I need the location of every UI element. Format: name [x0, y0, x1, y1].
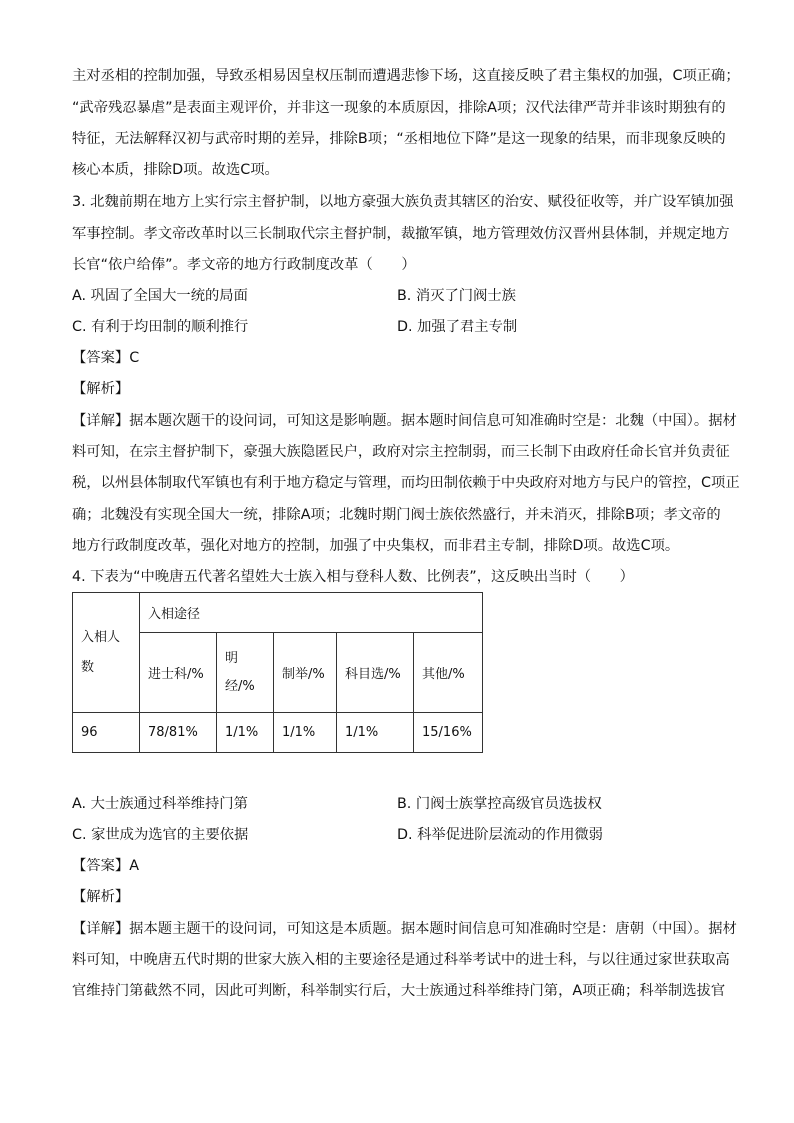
- table-col-header: 进士科/%: [140, 633, 217, 713]
- table-cell: 78/81%: [140, 713, 217, 753]
- detail-line: 料可知，中晚唐五代时期的世家大族入相的主要途径是通过科举考试中的进士科，与以往通过家世获取高: [72, 952, 730, 968]
- option-c: C. 有利于均田制的顺利推行: [72, 319, 249, 335]
- table-cell: 96: [73, 713, 140, 753]
- table-cell: 1/1%: [274, 713, 337, 753]
- table-row-header: [73, 593, 140, 713]
- text-line: 核心本质，排除D项。故选C项。: [72, 162, 279, 178]
- option-d: D. 加强了君主专制: [397, 319, 518, 335]
- table-cell: 1/1%: [337, 713, 414, 753]
- analysis-label: 【解析】: [72, 889, 130, 905]
- option-b: B. 消灭了门阀士族: [397, 288, 516, 304]
- table-cell: 15/16%: [414, 713, 483, 753]
- question-3-stem: 军事控制。孝文帝改革时以三长制取代宗主督护制，裁撤军镇，地方管理效仿汉晋州县体制，并规定地方: [72, 226, 730, 242]
- answer-label: 【答案】: [72, 858, 130, 874]
- data-table: [72, 592, 483, 753]
- detail-line: 【详解】据本题主题干的设问词，可知这是本质题。据本题时间信息可知准确时空是：唐朝（中国）。据材: [72, 921, 737, 937]
- row-header-text: 入相人数: [81, 629, 121, 675]
- text-line: “武帝残忍暴虐”是表面主观评价，并非这一现象的本质原因，排除A项；汉代法律严苛并非该时期独有的: [72, 100, 726, 116]
- answer-line: [72, 348, 139, 368]
- answer-value: C: [129, 350, 140, 366]
- detail-line: 【详解】据本题次题干的设问词，可知这是影响题。据本题时间信息可知准确时空是：北魏（中国）。据材: [72, 413, 737, 429]
- table-cell: 1/1%: [217, 713, 274, 753]
- table-col-header: 制举/%: [274, 633, 337, 713]
- text-line: 特征，无法解释汉初与武帝时期的差异，排除B项；“丞相地位下降”是这一现象的结果，而非现象反映的: [72, 131, 726, 147]
- option-b: B. 门阀士族掌控高级官员选拔权: [397, 796, 602, 812]
- question-4-stem: 4. 下表为“中晚唐五代著名望姓大士族入相与登科人数、比例表”，这反映出当时（ ）: [72, 569, 634, 585]
- table-group-header: 入相途径: [140, 593, 483, 633]
- answer-label: 【答案】: [72, 350, 130, 366]
- table-col-header: 明经/%: [217, 633, 274, 713]
- option-d: D. 科举促进阶层流动的作用微弱: [397, 827, 603, 843]
- detail-line: 税，以州县体制取代军镇也有利于地方稳定与管理，而均田制依赖于中央政府对地方与民户的管控，C项正: [72, 475, 740, 491]
- detail-line: 官维持门第截然不同，因此可判断，科举制实行后，大士族通过科举维持门第，A项正确；科举制选拔官: [72, 983, 726, 999]
- table-col-header: 其他/%: [414, 633, 483, 713]
- text-line: 主对丞相的控制加强，导致丞相易因皇权压制而遭遇悲惨下场，这直接反映了君主集权的加强，C项正确；: [72, 68, 740, 84]
- detail-line: 料可知，在宗主督护制下，豪强大族隐匿民户，政府对宗主控制弱，而三长制下由政府任命长官并负责征: [72, 444, 730, 460]
- detail-line: 地方行政制度改革，强化对地方的控制，加强了中央集权，而非君主专制，排除D项。故选C项。: [72, 538, 680, 554]
- option-c: C. 家世成为选官的主要依据: [72, 827, 249, 843]
- question-3-stem: 长官“依户给俸”。孝文帝的地方行政制度改革（ ）: [72, 257, 416, 273]
- table-col-header: 科目选/%: [337, 633, 414, 713]
- analysis-label: 【解析】: [72, 381, 130, 397]
- option-a: A. 巩固了全国大一统的局面: [72, 288, 248, 304]
- detail-line: 确；北魏没有实现全国大一统，排除A项；北魏时期门阀士族依然盛行，并未消灭，排除B项；孝文帝的: [72, 507, 721, 523]
- answer-line: [72, 856, 139, 876]
- option-a: A. 大士族通过科举维持门第: [72, 796, 248, 812]
- answer-value: A: [129, 858, 139, 874]
- question-3-stem: 3. 北魏前期在地方上实行宗主督护制，以地方豪强大族负责其辖区的治安、赋役征收等，并广设军镇加强: [72, 194, 734, 210]
